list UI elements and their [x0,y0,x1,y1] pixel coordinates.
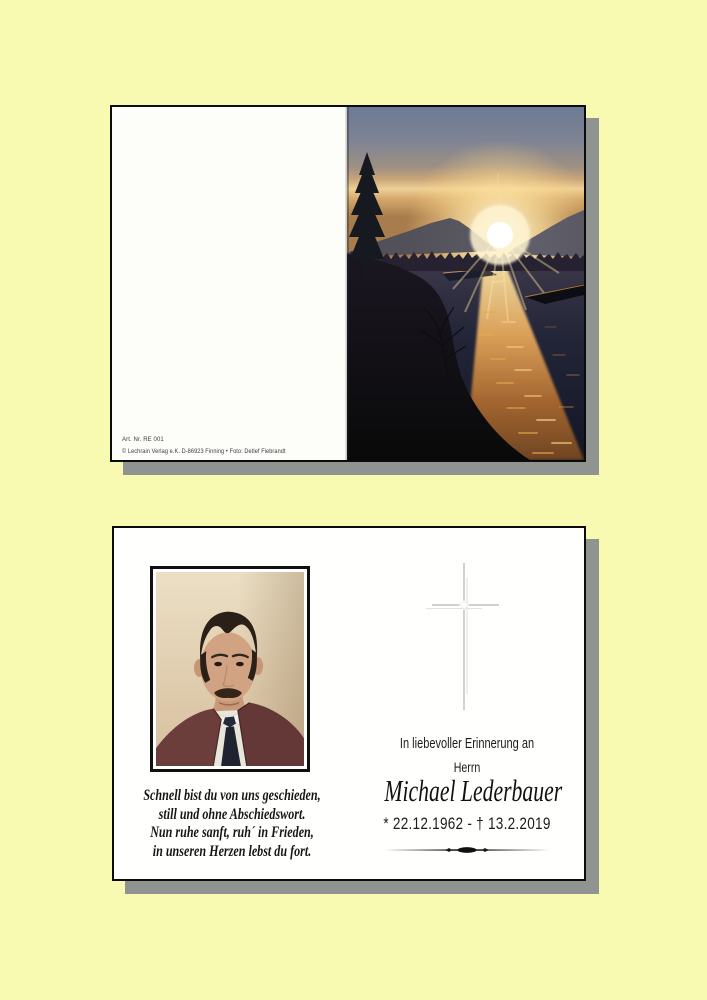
salutation: Herrn [453,759,481,775]
memorial-verse [140,787,324,861]
sun [487,222,513,248]
article-number: Art. Nr. RE 001 [122,437,164,443]
blank-left-panel [112,107,345,460]
sunset-river-photo [347,107,584,460]
portrait-photo-frame [150,566,310,772]
copyright-line: © Lechrain Verlag e.K. D-86923 Finning • Foto: Detlef Fiebrandt [122,449,286,455]
cross-icon [406,556,526,716]
verse-line: in unseren Herzen lebst du fort. [152,842,312,860]
sunset-photo-illustration [347,107,584,460]
portrait-photo [156,572,304,766]
verse-line: still und ohne Abschiedswort. [158,805,306,823]
publisher-small-print [122,107,342,460]
memorial-card-front [110,105,586,462]
divider-ornament [382,845,552,855]
verse-line: Schnell bist du von uns geschieden, [143,787,321,804]
deceased-name: Michael Lederbauer [384,773,563,808]
life-dates: * 22.12.1962 - † 13.2.2019 [383,814,551,833]
memorial-card-inside [112,526,586,881]
memorial-intro: In liebevoller Erinnerung an [399,736,535,752]
verse-line: Nun ruhe sanft, ruh´ in Frieden, [150,824,314,841]
